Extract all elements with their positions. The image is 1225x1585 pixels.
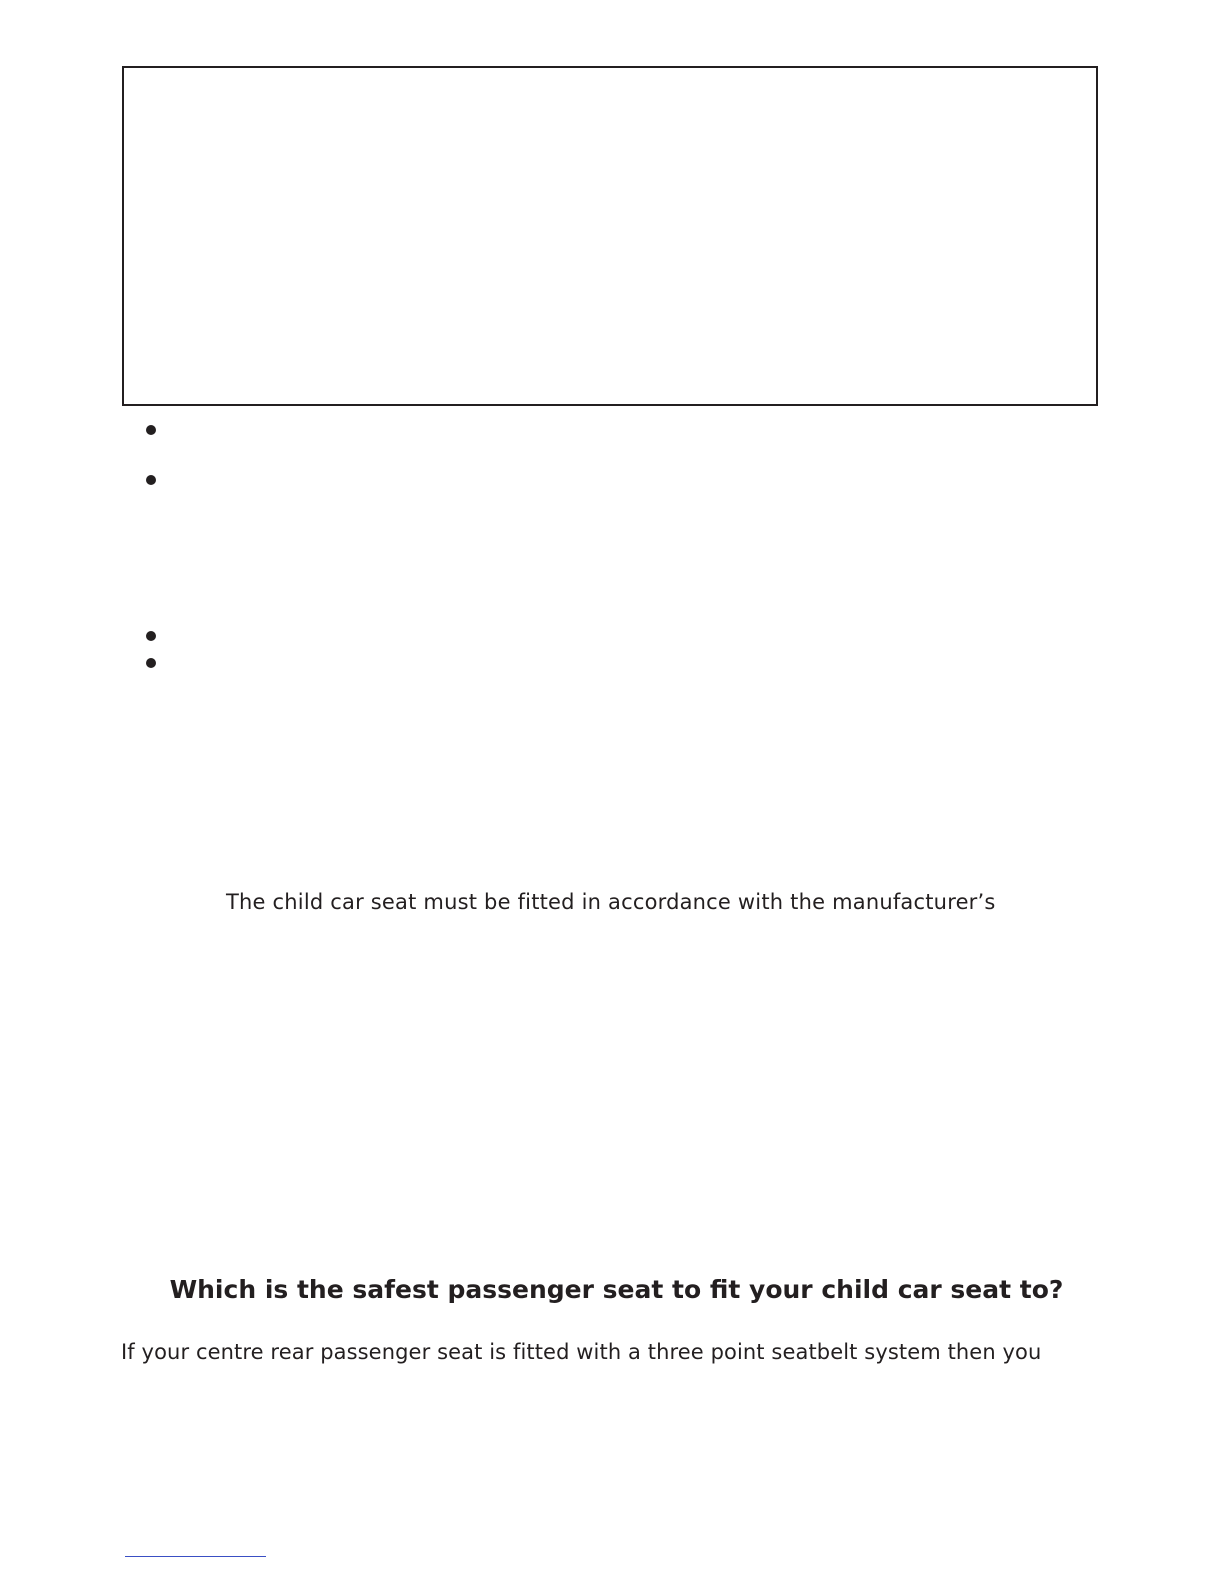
- bullet-point: [146, 631, 156, 641]
- section-body-text: If your centre rear passenger seat is fitted with a three point seatbelt system then you: [121, 1340, 1042, 1364]
- framed-content-box: [122, 66, 1098, 406]
- bullet-point: [146, 658, 156, 668]
- footer-link-underline[interactable]: [125, 1556, 266, 1557]
- section-heading: Which is the safest passenger seat to fit your child car seat to?: [169, 1275, 1064, 1304]
- fitting-instruction-text: The child car seat must be fitted in accordance with the manufacturer’s: [226, 890, 996, 914]
- bullet-point: [146, 475, 156, 485]
- bullet-point: [146, 425, 156, 435]
